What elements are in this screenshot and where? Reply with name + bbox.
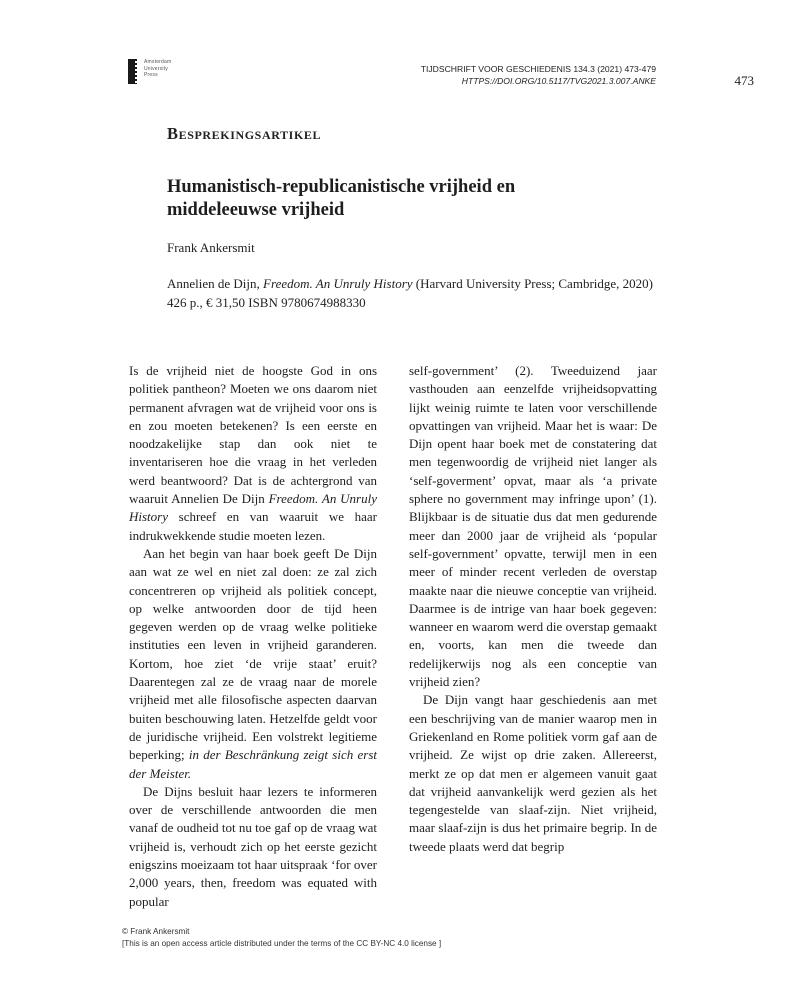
copyright-notice: © Frank Ankersmit [122,927,190,936]
journal-header [421,63,656,87]
reviewed-book-details: (Harvard University Press; Cambridge, 2020) 426 p., € 31,50 ISBN 9780674988330 [167,276,653,310]
journal-citation: TIJDSCHRIFT VOOR GESCHIEDENIS 134.3 (2021) 473-479 [420,64,656,74]
reviewed-book-author: Annelien de Dijn, [167,276,264,291]
section-label: Besprekingsartikel [167,124,322,143]
paragraph: self-government’ (2). Tweeduizend jaar vasthouden aan eenzelfde vrijheidsopvatting lijkt weinig ruimte te laten voor verschillende opvattingen van vrijheid. Maar het is waar: De Dijn opent haar boek met de constatering dat men tegenwoordig de vrijheid niet langer als ‘self-goverment’ opvat, maar als ‘a private sphere no government may infringe upon’ (1). Blijkbaar is de situatie dus dat men gedurende meer dan 2000 jaar de vrijheid als ‘popular self-government’ opvatte, terwijl men in een meer of minder recent verleden de overstap maakte naar die nieuwe conceptie van vrijheid. Daarmee is de intrige van haar boek gegeven: wanneer en waarom werd die overstap gemaakt en, voorts, kan men die tweede dan redelijkerwijs nog als een conceptie van vrijheid zien? [409,363,657,690]
paragraph: De Dijn vangt haar geschiedenis aan met een beschrijving van de manier waarop men in Griekenland en Rome politiek vorm gaf aan de vrijheid. Ze wijst op drie zaken. Allereerst, merkt ze op dat men er algemeen vanuit gaat dat vrijheid aanvankelijk werd gezien als het tegengestelde van slaaf-zijn. Niet vrijheid, maar slaaf-zijn is dus het primaire begrip. In de tweede plaats werd dat begrip [409,692,657,854]
license-notice: [This is an open access article distributed under the terms of the CC BY-NC 4.0 license ] [122,938,442,948]
publisher-name: Amsterdam University Press [144,59,172,78]
amsterdam-university-press-logo-icon [128,59,135,84]
publisher-logo [128,59,171,84]
page-footer [122,926,441,949]
page-number: 473 [734,73,754,88]
paragraph: Is de vrijheid niet de hoogste God in ons politiek pantheon? Moeten we ons daarom niet permanent afvragen wat de vrijheid voor ons is en zou moeten betekenen? Is een eerste en noodzakelijke stap dan ook niet te inventariseren hoe die vraag in het verleden werd beantwoord? Dat is de achtergrond van waaruit Annelien De Dijn Freedom. An Unruly History schreef en van waaruit we haar indrukwekkende studie moeten lezen. [129,363,378,543]
article-author: Frank Ankersmit [167,240,255,255]
body-column-left [129,362,377,911]
body-column-right [409,362,657,856]
paragraph: De Dijns besluit haar lezers te informeren over de verschillende antwoorden die men vanaf de oudheid tot nu toe gaf op de vraag wat vrijheid is, verhoudt zich op het eerste gezicht enigszins moeizaam tot haar uitspraak ‘for over 2,000 years, then, freedom was equated with popular [129,783,377,909]
reviewed-work-citation [167,274,657,312]
reviewed-book-title: Freedom. An Unruly History [263,276,413,291]
paragraph: Aan het begin van haar boek geeft De Dijn aan wat ze wel en niet zal doen: ze zal zich concentreren op vrijheid als politiek concept, op welke antwoorden door de tijd heen gegeven werden op de vraag welke politieke instituties een leven in vrijheid garanderen. Kortom, hoe ziet ‘de vrije staat’ eruit? Daarentegen zal ze de vraag naar de morele vrijheid met alle filosofische aspecten daarvan buiten beschouwing laten. Hetzelfde geldt voor de juridische vrijheid. Een volstrekt legitieme beperking; in der Beschränkung zeigt sich erst der Meister. [129,545,377,781]
article-title: Humanistisch-republicanistische vrijheid en middeleeuwse vrijheid [167,177,516,220]
doi-link[interactable]: HTTPS://DOI.ORG/10.5117/TVG2021.3.007.ANKE [461,76,656,86]
